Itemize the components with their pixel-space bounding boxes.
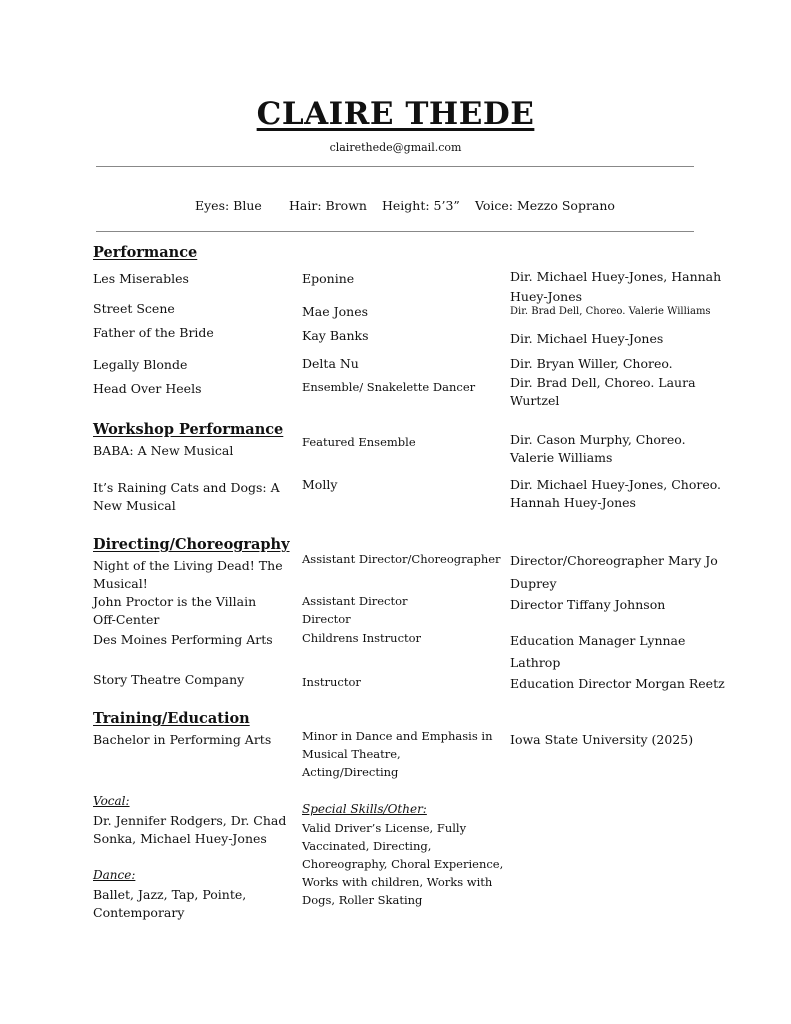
directing-role: Assistant Director/Choreographer [302, 552, 501, 566]
vocal-teachers: Sonka, Michael Huey-Jones [93, 831, 267, 846]
directing-role: Director [302, 612, 351, 626]
performance-credit: Dir. Bryan Willer, Choreo. [510, 356, 673, 371]
directing-credit: Director/Choreographer Mary Jo [510, 553, 718, 568]
dance-styles: Ballet, Jazz, Tap, Pointe, [93, 887, 247, 902]
section-heading-directing: Directing/Choreography [93, 536, 290, 553]
directing-show: Musical! [93, 576, 148, 591]
performance-show: Head Over Heels [93, 381, 202, 396]
stat-height: Height: 5’3” [382, 198, 460, 213]
section-heading-training: Training/Education [93, 710, 250, 727]
performance-role: Mae Jones [302, 304, 369, 319]
vocal-teachers: Dr. Jennifer Rodgers, Dr. Chad [93, 813, 287, 828]
skills-line: Vaccinated, Directing, [302, 839, 432, 853]
performance-role: Ensemble/ Snakelette Dancer [302, 380, 476, 394]
workshop-show: BABA: A New Musical [93, 443, 234, 458]
performance-credit: Dir. Michael Huey-Jones, Hannah [510, 269, 722, 284]
performance-show: Les Miserables [93, 271, 189, 286]
school: Iowa State University (2025) [510, 732, 694, 747]
divider-bottom [96, 231, 694, 232]
degree: Bachelor in Performing Arts [93, 732, 272, 747]
performance-credit: Dir. Michael Huey-Jones [510, 331, 664, 346]
directing-show: Off-Center [93, 612, 160, 627]
directing-credit: Director Tiffany Johnson [510, 597, 666, 612]
performance-show: Street Scene [93, 301, 175, 316]
skills-line: Valid Driver’s License, Fully [302, 821, 467, 835]
performance-credit: Wurtzel [510, 393, 560, 408]
skills-label: Special Skills/Other: [302, 802, 427, 816]
workshop-show: New Musical [93, 498, 176, 513]
dance-label: Dance: [93, 868, 136, 882]
performance-credit: Huey-Jones [510, 289, 583, 304]
workshop-credit: Valerie Williams [510, 450, 613, 465]
directing-credit: Lathrop [510, 655, 561, 670]
workshop-credit: Dir. Cason Murphy, Choreo. [510, 432, 686, 447]
email-address: clairethede@gmail.com [329, 141, 462, 154]
workshop-credit: Hannah Huey-Jones [510, 495, 636, 510]
section-heading-performance: Performance [93, 244, 198, 261]
divider-top [96, 166, 694, 167]
minor-line: Musical Theatre, [302, 747, 401, 761]
skills-line: Works with children, Works with [302, 875, 493, 889]
minor-line: Acting/Directing [302, 765, 399, 779]
directing-credit: Education Manager Lynnae [510, 633, 686, 648]
performance-role: Kay Banks [302, 328, 369, 343]
workshop-show: It’s Raining Cats and Dogs: A [93, 480, 280, 495]
workshop-credit: Dir. Michael Huey-Jones, Choreo. [510, 477, 722, 492]
directing-show: John Proctor is the Villain [93, 594, 257, 609]
performance-show: Father of the Bride [93, 325, 214, 340]
directing-credit: Duprey [510, 576, 557, 591]
resume-name: CLAIRE THEDE [256, 96, 535, 132]
performance-credit: Dir. Brad Dell, Choreo. Valerie Williams [510, 306, 711, 317]
workshop-role: Molly [302, 477, 338, 492]
performance-credit: Dir. Brad Dell, Choreo. Laura [510, 375, 696, 390]
minor-line: Minor in Dance and Emphasis in [302, 729, 493, 743]
performance-role: Eponine [302, 271, 355, 286]
performance-show: Legally Blonde [93, 357, 188, 372]
section-heading-workshop: Workshop Performance [93, 421, 284, 438]
skills-line: Choreography, Choral Experience, [302, 857, 504, 871]
skills-line: Dogs, Roller Skating [302, 893, 423, 907]
dance-styles: Contemporary [93, 905, 185, 920]
stat-eyes: Eyes: Blue [195, 198, 262, 213]
vocal-label: Vocal: [93, 794, 130, 808]
performance-role: Delta Nu [302, 356, 359, 371]
stat-voice: Voice: Mezzo Soprano [475, 198, 615, 213]
directing-role: Assistant Director [302, 594, 408, 608]
directing-role: Instructor [302, 675, 361, 689]
workshop-role: Featured Ensemble [302, 435, 416, 449]
stat-hair: Hair: Brown [289, 198, 367, 213]
directing-show: Night of the Living Dead! The [93, 558, 283, 573]
directing-credit: Education Director Morgan Reetz [510, 676, 725, 691]
directing-show: Des Moines Performing Arts [93, 632, 273, 647]
directing-show: Story Theatre Company [93, 672, 245, 687]
directing-role: Childrens Instructor [302, 631, 422, 645]
